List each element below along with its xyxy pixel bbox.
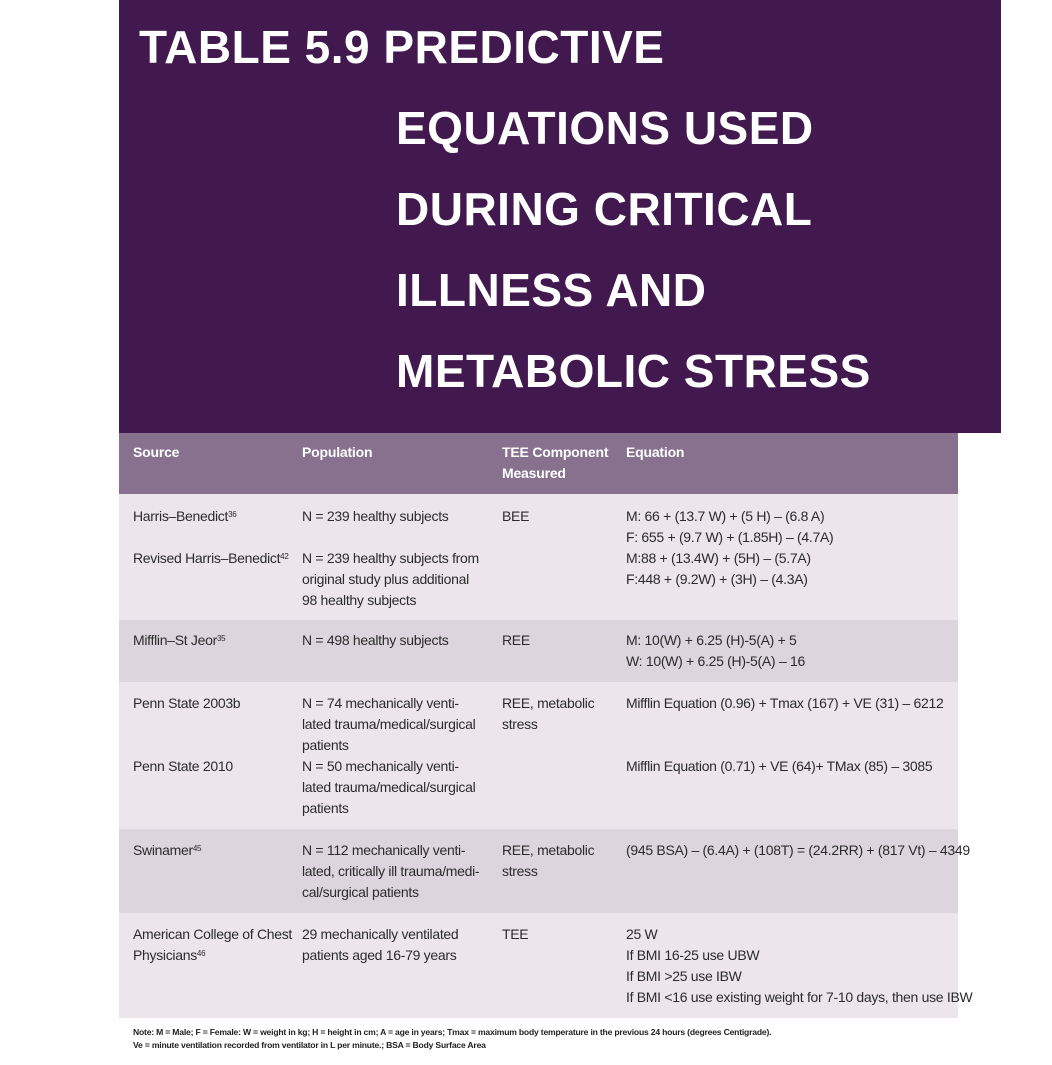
equation-women: W: 10(W) + 6.25 (H)-5(A) – 16 <box>626 653 805 669</box>
population-line: 98 healthy subjects <box>302 592 417 608</box>
footnote-line-2: Ve = minute ventilation recorded from ventilator in L per minute.; BSA = Body Surface Area <box>133 1040 486 1050</box>
equation-cell: Mifflin Equation (0.96) + Tmax (167) + VE (31) – 6212 <box>626 695 944 711</box>
equation-cell <box>626 548 811 590</box>
table-row <box>119 829 970 913</box>
population-cell: N = 498 healthy subjects <box>302 632 449 648</box>
tee-cell: TEE <box>502 926 529 942</box>
tee-line: stress <box>502 716 538 732</box>
table-title-line-5: METABOLIC STRESS <box>396 345 871 397</box>
equation-cell <box>626 630 805 672</box>
reference-number: 46 <box>196 949 206 958</box>
source-text: Mifflin–St Jeor <box>133 632 217 648</box>
equation-line: If BMI 16-25 use UBW <box>626 947 760 963</box>
equation-cell: (945 BSA) – (6.4A) + (108T) = (24.2RR) + (817 Vt) – 4349 <box>626 842 970 858</box>
source-text: Revised Harris–Benedict <box>133 550 281 566</box>
population-cell <box>302 840 479 903</box>
source-harris-benedict <box>133 506 236 527</box>
population-cell <box>302 924 458 966</box>
reference-number: 35 <box>216 634 226 643</box>
tee-cell: BEE <box>502 508 530 524</box>
tee-cell <box>502 840 594 882</box>
tee-cell: REE <box>502 632 530 648</box>
tee-line: stress <box>502 863 538 879</box>
table-title-line-2: EQUATIONS USED <box>396 102 814 154</box>
population-line: lated trauma/medical/surgical <box>302 779 476 795</box>
population-line: lated trauma/medical/surgical <box>302 716 476 732</box>
population-line: lated, critically ill trauma/medi- <box>302 863 480 879</box>
table-row <box>119 620 958 682</box>
population-line: patients <box>302 737 349 753</box>
population-cell <box>302 548 479 611</box>
population-line: 29 mechanically ventilated <box>302 926 459 942</box>
table-row <box>119 682 958 829</box>
equation-line: If BMI <16 use existing weight for 7-10 days, then use IBW <box>626 989 973 1005</box>
table-header-row <box>119 433 958 494</box>
equation-line: 25 W <box>626 926 658 942</box>
source-text: Harris–Benedict <box>133 508 229 524</box>
source-accp <box>133 924 292 966</box>
footnote-line-1: Note: M = Male; F = Female: W = weight in kg; H = height in cm; A = age in years; Tmax = maximum body temperature in the previous 24 hours (degrees Centigrade). <box>133 1027 772 1037</box>
equation-female: F:448 + (9.2W) + (3H) – (4.3A) <box>626 571 808 587</box>
population-line: N = 74 mechanically venti- <box>302 695 459 711</box>
header-tee-line-2: Measured <box>502 465 566 481</box>
source-revised-harris-benedict <box>133 548 288 569</box>
table-title-line-1: TABLE 5.9 PREDICTIVE <box>139 21 665 73</box>
table-row <box>119 494 958 620</box>
equation-cell: Mifflin Equation (0.71) + VE (64)+ TMax (85) – 3085 <box>626 758 933 774</box>
population-line: N = 112 mechanically venti- <box>302 842 466 858</box>
population-cell <box>302 756 475 819</box>
population-line: cal/surgical patients <box>302 884 419 900</box>
header-tee-component <box>502 442 608 484</box>
reference-number: 36 <box>228 510 237 519</box>
source-penn-state-2003b: Penn State 2003b <box>133 695 241 711</box>
header-tee-line-1: TEE Component <box>502 444 609 460</box>
source-line <box>133 945 292 966</box>
table-title-line-3: DURING CRITICAL <box>396 183 813 235</box>
source-line: American College of Chest <box>133 926 293 942</box>
reference-number: 42 <box>280 552 289 561</box>
table-row <box>119 913 973 1018</box>
header-source: Source <box>133 444 180 460</box>
equations-table <box>119 433 973 1018</box>
equation-cell <box>626 506 833 548</box>
source-penn-state-2010: Penn State 2010 <box>133 758 233 774</box>
population-line: original study plus additional <box>302 571 469 587</box>
source-mifflin-st-jeor <box>133 630 225 651</box>
source-text: Swinamer <box>133 842 193 858</box>
population-cell: N = 239 healthy subjects <box>302 508 449 524</box>
equation-line: If BMI >25 use IBW <box>626 968 742 984</box>
equation-cell <box>626 924 972 1008</box>
equation-male: M:88 + (13.4W) + (5H) – (5.7A) <box>626 550 811 566</box>
equation-male: M: 66 + (13.7 W) + (5 H) – (6.8 A) <box>626 508 825 524</box>
population-line: N = 239 healthy subjects from <box>302 550 479 566</box>
source-swinamer <box>133 840 201 861</box>
table-footnote <box>133 1026 953 1052</box>
reference-number: 45 <box>192 844 202 853</box>
population-line: N = 50 mechanically venti- <box>302 758 459 774</box>
population-cell <box>302 693 475 756</box>
tee-cell <box>502 693 594 735</box>
source-text: Physicians <box>133 947 197 963</box>
equation-male: M: 10(W) + 6.25 (H)-5(A) + 5 <box>626 632 797 648</box>
tee-line: REE, metabolic <box>502 842 595 858</box>
tee-line: REE, metabolic <box>502 695 595 711</box>
header-population: Population <box>302 444 373 460</box>
header-equation: Equation <box>626 444 685 460</box>
population-line: patients <box>302 800 349 816</box>
table-title-line-4: ILLNESS AND <box>396 264 707 316</box>
title-banner <box>119 0 1001 433</box>
population-line: patients aged 16-79 years <box>302 947 457 963</box>
equation-female: F: 655 + (9.7 W) + (1.85H) – (4.7A) <box>626 529 834 545</box>
